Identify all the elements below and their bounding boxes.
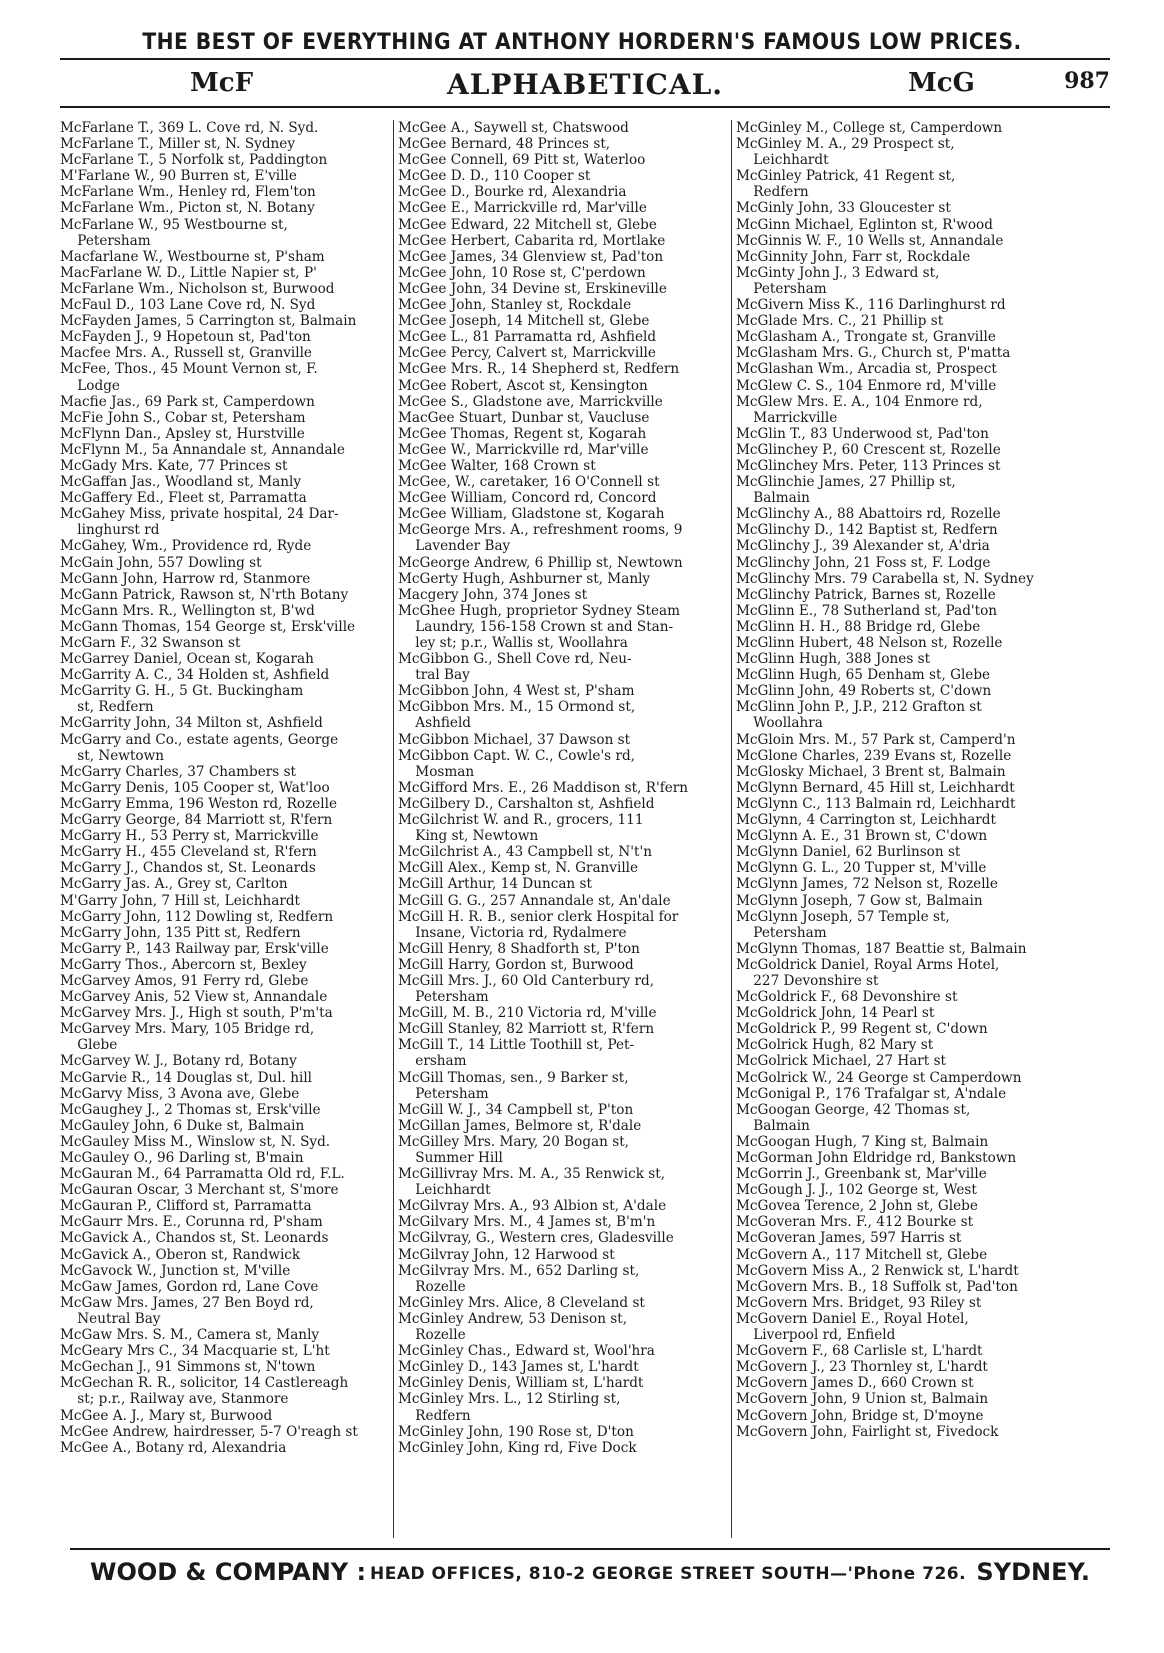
directory-entry: McGlinchy Mrs. 79 Carabella st, N. Sydney [736, 570, 1034, 587]
directory-entry: Macfee Mrs. A., Russell st, Granville [60, 345, 312, 362]
directory-entry: Rozelle [398, 1278, 466, 1295]
directory-entry: McGee Percy, Calvert st, Marrickville [398, 345, 656, 362]
directory-entry: st, Redfern [60, 699, 154, 716]
directory-entry: McGeary Mrs C., 34 Macquarie st, L'ht [60, 1343, 330, 1360]
directory-entry: McGarry George, 84 Marriott st, R'fern [60, 812, 333, 829]
directory-entry: McFarlane T., 5 Norfolk st, Paddington [60, 152, 328, 169]
directory-entry: McGaffery Ed., Fleet st, Parramatta [60, 490, 307, 507]
directory-entry: M'Garry John, 7 Hill st, Leichhardt [60, 892, 300, 909]
directory-entry: Petersham [60, 232, 151, 249]
directory-entry: McGee Andrew, hairdresser, 5-7 O'reagh st [60, 1423, 358, 1440]
directory-entry: McGerty Hugh, Ashburner st, Manly [398, 570, 651, 587]
directory-entry: McGilvray Mrs. M., 652 Darling st, [398, 1262, 640, 1279]
directory-entry: McGauley Miss M., Winslow st, N. Syd. [60, 1133, 331, 1150]
directory-entry: McGlew C. S., 104 Enmore rd, M'ville [736, 377, 997, 394]
directory-entry: McGoldrick Daniel, Royal Arms Hotel, [736, 956, 1000, 973]
directory-entry: McFarlane Wm., Picton st, N. Botany [60, 200, 315, 217]
directory-entry: McGlinn H. H., 88 Bridge rd, Glebe [736, 618, 981, 635]
directory-entry: McGarrity G. H., 5 Gt. Buckingham [60, 683, 304, 700]
directory-entry: tral Bay [398, 667, 470, 684]
directory-entry: McGarry H., 53 Perry st, Marrickville [60, 828, 319, 845]
directory-entry: McFee, Thos., 45 Mount Vernon st, F. [60, 361, 318, 378]
directory-entry: McGlinn Hubert, 48 Nelson st, Rozelle [736, 635, 1003, 651]
directory-entry: Lodge [60, 377, 120, 394]
directory-entry: McGinley John, King rd, Five Dock [398, 1439, 637, 1456]
directory-entry: McGough J. J., 102 George st, West [736, 1182, 977, 1199]
directory-entry: Redfern [398, 1407, 471, 1424]
directory-entry: McGoogan Hugh, 7 King st, Balmain [736, 1133, 989, 1150]
directory-entry: McGarry Thos., Abercorn st, Bexley [60, 956, 307, 973]
directory-entry: McGovern John, Bridge st, D'moyne [736, 1407, 984, 1424]
directory-entry: Laundry, 156-158 Crown st and Stan- [398, 618, 674, 635]
directory-entry: McGlasham Mrs. G., Church st, P'matta [736, 345, 1011, 362]
page-header [60, 68, 1110, 102]
directory-entry: McGolrick W., 24 George st Camperdown [736, 1069, 1022, 1086]
directory-entry: McGaughey J., 2 Thomas st, Ersk'ville [60, 1101, 321, 1118]
directory-entry: MacFarlane W. D., Little Napier st, P' [60, 264, 317, 281]
directory-entry: McGill Stanley, 82 Marriott st, R'fern [398, 1021, 655, 1038]
directory-entry: McGlin T., 83 Underwood st, Pad'ton [736, 425, 989, 442]
directory-entry: McGarvey Mrs. Mary, 105 Bridge rd, [60, 1021, 315, 1038]
directory-entry: McGilvray John, 12 Harwood st [398, 1246, 615, 1263]
directory-entry: McGivern Miss K., 116 Darlinghurst rd [736, 297, 1006, 314]
directory-entry: McGinley Mrs. L., 12 Stirling st, [398, 1391, 621, 1408]
directory-entry: McGauran M., 64 Parramatta Old rd, F.L. [60, 1166, 345, 1183]
directory-entry: McGechan R. R., solicitor, 14 Castlereagh [60, 1375, 349, 1392]
banner-rule [60, 58, 1110, 60]
directory-entry: McGill Thomas, sen., 9 Barker st, [398, 1069, 629, 1086]
directory-entry: McGorrin J., Greenbank st, Mar'ville [736, 1166, 987, 1183]
directory-entry: McGann Thomas, 154 George st, Ersk'ville [60, 618, 356, 635]
directory-entry: McGahey Miss, private hospital, 24 Dar- [60, 506, 339, 523]
directory-entry: McGillivray Mrs. M. A., 35 Renwick st, [398, 1166, 666, 1183]
directory-entry: Leichhardt [398, 1182, 491, 1199]
directory-entry: McGee D., Bourke rd, Alexandria [398, 184, 627, 201]
directory-entry: McGilvary Mrs. M., 4 James st, B'm'n [398, 1214, 656, 1231]
directory-entry: McGolrick Michael, 27 Hart st [736, 1053, 947, 1070]
directory-entry: McGlinchie James, 27 Phillip st, [736, 474, 956, 491]
directory-entry: McGlinchy J., 39 Alexander st, A'dria [736, 538, 990, 555]
directory-entry: McFarlane W., 95 Westbourne st, [60, 216, 288, 233]
directory-entry: McGovern John, Fairlight st, Fivedock [736, 1423, 999, 1440]
directory-entry: McGauran P., Clifford st, Parramatta [60, 1198, 312, 1215]
header-right-guide: McG [908, 68, 975, 98]
directory-entry: McGlinn John P., J.P., 212 Grafton st [736, 699, 982, 716]
header-title: ALPHABETICAL. [446, 68, 724, 101]
directory-entry: McGloin Mrs. M., 57 Park st, Camperd'n [736, 731, 1016, 748]
directory-entry: McGill W. J., 34 Campbell st, P'ton [398, 1101, 634, 1118]
directory-entry: McFaul D., 103 Lane Cove rd, N. Syd [60, 297, 316, 314]
directory-entry: Mosman [398, 763, 475, 780]
directory-entry: MacGee Stuart, Dunbar st, Vaucluse [398, 409, 650, 426]
directory-entry: ley st; p.r., Wallis st, Woollahra [398, 635, 628, 651]
directory-entry: Redfern [736, 184, 809, 201]
directory-entry: McGlynn James, 72 Nelson st, Rozelle [736, 876, 998, 893]
directory-entry: McGibbon G., Shell Cove rd, Neu- [398, 651, 632, 668]
directory-entry: McGann Mrs. R., Wellington st, B'wd [60, 602, 315, 619]
directory-entry: McGilvray, G., Western cres, Gladesville [398, 1230, 674, 1247]
directory-entry: McGovern James D., 660 Crown st [736, 1375, 974, 1392]
directory-entry: McGilvray Mrs. A., 93 Albion st, A'dale [398, 1198, 667, 1215]
advertisement-footer [70, 1558, 1110, 1598]
directory-entry: McGee A. J., Mary st, Burwood [60, 1407, 273, 1424]
directory-entry: McGee Thomas, Regent st, Kogarah [398, 425, 647, 442]
directory-entry: McGlone Charles, 239 Evans st, Rozelle [736, 747, 1012, 764]
directory-entry: McGee E., Marrickville rd, Mar'ville [398, 200, 647, 217]
directory-entry: Liverpool rd, Enfield [736, 1327, 896, 1344]
directory-column-2 [398, 120, 728, 1538]
directory-entry: McGee William, Concord rd, Concord [398, 490, 657, 507]
directory-entry: McGoldrick P., 99 Regent st, C'down [736, 1021, 988, 1038]
directory-entry: McGinley Mrs. Alice, 8 Cleveland st [398, 1294, 645, 1311]
directory-entry: McGinley M., College st, Camperdown [736, 120, 1003, 136]
directory-entry: McGlynn A. E., 31 Brown st, C'down [736, 828, 988, 845]
directory-entry: Marrickville [736, 409, 838, 426]
directory-entry: Leichhardt [736, 152, 829, 169]
directory-entry: McGee Edward, 22 Mitchell st, Glebe [398, 216, 657, 233]
advertisement-banner: THE BEST OF EVERYTHING AT ANTHONY HORDERN'S FAMOUS LOW PRICES. [142, 30, 1022, 55]
directory-entry: McGorman John Eldridge rd, Bankstown [736, 1150, 1017, 1166]
directory-entry: McGlade Mrs. C., 21 Phillip st [736, 313, 944, 330]
directory-entry: McGee John, 10 Rose st, C'perdown [398, 264, 646, 281]
directory-entry: McGarry Jas. A., Grey st, Carlton [60, 876, 288, 893]
directory-entry: McGilchrist W. and R., grocers, 111 [398, 812, 644, 829]
directory-entry: McGauley O., 96 Darling st, B'main [60, 1150, 304, 1166]
directory-entry: 227 Devonshire st [736, 972, 879, 989]
directory-entry: Petersham [736, 924, 827, 941]
footer-address: HEAD OFFICES, 810-2 GEORGE STREET SOUTH—'Phone 726. [370, 1564, 967, 1584]
directory-entry: McGee John, Stanley st, Rockdale [398, 297, 632, 314]
directory-entry: McFayden J., 9 Hopetoun st, Pad'ton [60, 329, 311, 346]
directory-entry: ersham [398, 1053, 467, 1070]
directory-entry: st, Newtown [60, 747, 164, 764]
directory-entry: McGarry and Co., estate agents, George [60, 731, 339, 748]
directory-entry: McGarry Denis, 105 Cooper st, Wat'loo [60, 779, 330, 796]
directory-entry: McGinly John, 33 Gloucester st [736, 200, 951, 217]
header-rule [60, 106, 1110, 108]
directory-entry: McGifford Mrs. E., 26 Maddison st, R'fern [398, 779, 689, 796]
directory-entry: McGovern A., 117 Mitchell st, Glebe [736, 1246, 988, 1263]
directory-entry: McGill Alex., Kemp st, N. Granville [398, 860, 639, 877]
directory-entry: McGinley Patrick, 41 Regent st, [736, 168, 956, 185]
directory-entry: McGarry J., Chandos st, St. Leonards [60, 860, 316, 877]
directory-entry: McGarvie R., 14 Douglas st, Dul. hill [60, 1069, 313, 1086]
directory-entry: McGilchrist A., 43 Campbell st, N't'n [398, 844, 652, 861]
directory-entry: McGill Henry, 8 Shadforth st, P'ton [398, 940, 640, 957]
directory-entry: McGlynn Daniel, 62 Burlinson st [736, 844, 961, 861]
directory-entry: McGinn Michael, Eglinton st, R'wood [736, 216, 993, 233]
directory-entry: McGee A., Saywell st, Chatswood [398, 120, 629, 136]
directory-entry: McFlynn Dan., Apsley st, Hurstville [60, 425, 305, 442]
directory-entry: McGlynn Joseph, 7 Gow st, Balmain [736, 892, 983, 909]
directory-entry: McGoldrick John, 14 Pearl st [736, 1005, 935, 1022]
directory-entry: McGinnity John, Farr st, Rockdale [736, 248, 971, 265]
directory-entry: McGlasham A., Trongate st, Granville [736, 329, 996, 346]
directory-entry: McGovern Mrs. Bridget, 93 Riley st [736, 1294, 982, 1311]
directory-entry: McGoldrick F., 68 Devonshire st [736, 989, 958, 1006]
directory-entry: McGibbon Capt. W. C., Cowle's rd, [398, 747, 635, 764]
directory-entry: McGlynn Thomas, 187 Beattie st, Balmain [736, 940, 1027, 957]
directory-entry: Ashfield [398, 715, 471, 732]
directory-entry: McGonigal P., 176 Trafalgar st, A'ndale [736, 1085, 1007, 1102]
directory-entry: McGill, M. B., 210 Victoria rd, M'ville [398, 1005, 657, 1022]
directory-entry: Macgery John, 374 Jones st [398, 586, 588, 603]
directory-entry: Rozelle [398, 1327, 466, 1344]
directory-entry: McGee, W., caretaker, 16 O'Connell st [398, 474, 660, 491]
directory-entry: McGlinchy John, 21 Foss st, F. Lodge [736, 554, 991, 571]
directory-entry: McGavock W., Junction st, M'ville [60, 1262, 291, 1279]
directory-entry: McGarvey W. J., Botany rd, Botany [60, 1053, 297, 1070]
directory-entry: McGaffan Jas., Woodland st, Manly [60, 474, 302, 491]
directory-entry: McGaw Mrs. S. M., Camera st, Manly [60, 1327, 320, 1344]
directory-entry: King st, Newtown [398, 828, 539, 845]
directory-entry: McGee Herbert, Cabarita rd, Mortlake [398, 232, 666, 249]
directory-entry: McGavick A., Chandos st, St. Leonards [60, 1230, 329, 1247]
directory-entry: McGlashan Wm., Arcadia st, Prospect [736, 361, 997, 378]
directory-entry: McGlinchey P., 60 Crescent st, Rozelle [736, 441, 1001, 458]
directory-entry: McGarvey Anis, 52 View st, Annandale [60, 989, 328, 1006]
directory-entry: McGarry John, 112 Dowling st, Redfern [60, 908, 334, 925]
directory-entry: McGarvy Miss, 3 Avona ave, Glebe [60, 1085, 300, 1102]
directory-entry: McGlynn G. L., 20 Tupper st, M'ville [736, 860, 987, 877]
directory-entry: McGoveran Mrs. F., 412 Bourke st [736, 1214, 974, 1231]
directory-entry: McGibbon Mrs. M., 15 Ormond st, [398, 699, 636, 716]
directory-entry: McGibbon Michael, 37 Dawson st [398, 731, 631, 748]
directory-entry: McGahey, Wm., Providence rd, Ryde [60, 538, 312, 555]
directory-entry: McGill Arthur, 14 Duncan st [398, 876, 592, 893]
directory-entry: McGarry H., 455 Cleveland st, R'fern [60, 844, 317, 861]
column-divider [731, 120, 732, 1538]
directory-entry: McGlinn John, 49 Roberts st, C'down [736, 683, 992, 700]
directory-entry: linghurst rd [60, 522, 160, 539]
directory-entry: McGee D. D., 110 Cooper st [398, 168, 591, 185]
directory-entry: McGarvey Amos, 91 Ferry rd, Glebe [60, 972, 309, 989]
directory-entry: McGlynn Joseph, 57 Temple st, [736, 908, 950, 925]
directory-entry: McGarrey Daniel, Ocean st, Kogarah [60, 651, 314, 668]
directory-entry: McGee Walter, 168 Crown st [398, 457, 596, 474]
directory-entry: Summer Hill [398, 1150, 503, 1166]
directory-entry: McGovea Terence, 2 John st, Glebe [736, 1198, 978, 1215]
directory-entry: McGlynn, 4 Carrington st, Leichhardt [736, 812, 996, 829]
directory-entry: McFayden James, 5 Carrington st, Balmain [60, 313, 357, 330]
directory-entry: McGarry Emma, 196 Weston rd, Rozelle [60, 795, 338, 812]
directory-entry: McGarry John, 135 Pitt st, Redfern [60, 924, 301, 941]
directory-entry: McGarry P., 143 Railway par, Ersk'ville [60, 940, 329, 957]
directory-entry: McGee A., Botany rd, Alexandria [60, 1439, 287, 1456]
directory-entry: McGee Connell, 69 Pitt st, Waterloo [398, 152, 646, 169]
directory-entry: McFarlane Wm., Henley rd, Flem'ton [60, 184, 316, 201]
directory-entry: McGarrity A. C., 34 Holden st, Ashfield [60, 667, 330, 684]
directory-columns [60, 120, 1110, 1538]
directory-entry: McGovern F., 68 Carlisle st, L'hardt [736, 1343, 983, 1360]
footer-rule [70, 1548, 1110, 1550]
directory-entry: McGinley M. A., 29 Prospect st, [736, 136, 955, 153]
directory-entry: McGlosky Michael, 3 Brent st, Balmain [736, 763, 1006, 780]
directory-entry: McGillan James, Belmore st, R'dale [398, 1117, 642, 1134]
directory-entry: McGauran Oscar, 3 Merchant st, S'more [60, 1182, 339, 1199]
directory-entry: Petersham [398, 989, 489, 1006]
directory-entry: McGeorge Andrew, 6 Phillip st, Newtown [398, 554, 683, 571]
directory-entry: McGovern J., 23 Thornley st, L'hardt [736, 1359, 988, 1376]
directory-entry: McGee S., Gladstone ave, Marrickville [398, 393, 663, 410]
directory-entry: McGlynn Bernard, 45 Hill st, Leichhardt [736, 779, 1015, 796]
directory-entry: McGlinchy Patrick, Barnes st, Rozelle [736, 586, 996, 603]
directory-entry: McGlinchy A., 88 Abattoirs rd, Rozelle [736, 506, 1001, 523]
directory-entry: McGinley Denis, William st, L'hardt [398, 1375, 644, 1392]
directory-entry: McGovern Miss A., 2 Renwick st, L'hardt [736, 1262, 1019, 1279]
directory-entry: McGarn F., 32 Swanson st [60, 635, 241, 651]
directory-entry: McGill T., 14 Little Toothill st, Pet- [398, 1037, 635, 1054]
directory-entry: Insane, Victoria rd, Rydalmere [398, 924, 627, 941]
directory-entry: McGee Mrs. R., 14 Shepherd st, Redfern [398, 361, 680, 378]
directory-entry: McGovern John, 9 Union st, Balmain [736, 1391, 989, 1408]
directory-entry: McGann John, Harrow rd, Stanmore [60, 570, 311, 587]
directory-entry: McGee Robert, Ascot st, Kensington [398, 377, 648, 394]
directory-entry: McGinnis W. F., 10 Wells st, Annandale [736, 232, 1004, 249]
directory-entry: McGee Joseph, 14 Mitchell st, Glebe [398, 313, 650, 330]
directory-entry: McGee Bernard, 48 Princes st, [398, 136, 611, 153]
directory-entry: McGee L., 81 Parramatta rd, Ashfield [398, 329, 657, 346]
directory-entry: McGlynn C., 113 Balmain rd, Leichhardt [736, 795, 1016, 812]
directory-entry: McGlinn Hugh, 388 Jones st [736, 651, 931, 668]
directory-entry: Lavender Bay [398, 538, 511, 555]
directory-entry: McGlinchy D., 142 Baptist st, Redfern [736, 522, 998, 539]
directory-entry: McGavick A., Oberon st, Randwick [60, 1246, 301, 1263]
directory-entry: Petersham [398, 1085, 489, 1102]
directory-entry: McGain John, 557 Dowling st [60, 554, 262, 571]
directory-entry: McGechan J., 91 Simmons st, N'town [60, 1359, 316, 1376]
directory-entry: M'Farlane W., 90 Burren st, E'ville [60, 168, 297, 185]
directory-entry: Balmain [736, 490, 810, 507]
directory-entry: McFlynn M., 5a Annandale st, Annandale [60, 441, 345, 458]
page-number: 987 [1064, 68, 1110, 94]
directory-entry: McGovern Daniel E., Royal Hotel, [736, 1310, 969, 1327]
directory-entry: McGhee Hugh, proprietor Sydney Steam [398, 602, 681, 619]
header-left-guide: McF [190, 68, 254, 98]
directory-entry: McGauley John, 6 Duke st, Balmain [60, 1117, 305, 1134]
directory-entry: McFarlane T., Miller st, N. Sydney [60, 136, 295, 153]
directory-entry: McGill H. R. B., senior clerk Hospital for [398, 908, 679, 925]
directory-entry: McGill G. G., 257 Annandale st, An'dale [398, 892, 671, 909]
directory-entry: McGill Harry, Gordon st, Burwood [398, 956, 634, 973]
directory-entry: McGovern Mrs. B., 18 Suffolk st, Pad'ton [736, 1278, 1018, 1295]
directory-entry: Macfie Jas., 69 Park st, Camperdown [60, 393, 315, 410]
column-divider [393, 120, 394, 1538]
directory-entry: McGarry Charles, 37 Chambers st [60, 763, 297, 780]
directory-entry: McGee William, Gladstone st, Kogarah [398, 506, 665, 523]
directory-entry: McGady Mrs. Kate, 77 Princes st [60, 457, 288, 474]
directory-entry: McGill Mrs. J., 60 Old Canterbury rd, [398, 972, 655, 989]
directory-entry: McFarlane T., 369 L. Cove rd, N. Syd. [60, 120, 319, 136]
directory-entry: Woollahra [736, 715, 823, 732]
directory-entry: Glebe [60, 1037, 118, 1054]
directory-entry: McGee W., Marrickville rd, Mar'ville [398, 441, 649, 458]
directory-entry: McGinley John, 190 Rose st, D'ton [398, 1423, 634, 1440]
directory-entry: McFarlane Wm., Nicholson st, Burwood [60, 280, 335, 297]
directory-entry: Balmain [736, 1117, 810, 1134]
directory-entry: McGlew Mrs. E. A., 104 Enmore rd, [736, 393, 983, 410]
directory-entry: McGee James, 34 Glenview st, Pad'ton [398, 248, 664, 265]
directory-entry: st; p.r., Railway ave, Stanmore [60, 1391, 289, 1408]
directory-entry: McGlinchey Mrs. Peter, 113 Princes st [736, 457, 1001, 474]
directory-entry: McGaurr Mrs. E., Corunna rd, P'sham [60, 1214, 323, 1231]
directory-entry: McGee John, 34 Devine st, Erskineville [398, 280, 667, 297]
directory-entry: McGibbon John, 4 West st, P'sham [398, 683, 635, 700]
directory-entry: Neutral Bay [60, 1310, 161, 1327]
directory-entry: McGinty John J., 3 Edward st, [736, 264, 940, 281]
directory-entry: McGlinn E., 78 Sutherland st, Pad'ton [736, 602, 998, 619]
directory-entry: McGinley Andrew, 53 Denison st, [398, 1310, 628, 1327]
directory-entry: McGinley Chas., Edward st, Wool'hra [398, 1343, 655, 1360]
directory-entry: McGilley Mrs. Mary, 20 Bogan st, [398, 1133, 629, 1150]
directory-entry: McGann Patrick, Rawson st, N'rth Botany [60, 586, 349, 603]
footer-city: SYDNEY. [976, 1558, 1090, 1586]
directory-column-3 [736, 120, 1066, 1538]
directory-column-1 [60, 120, 390, 1538]
directory-entry: McGeorge Mrs. A., refreshment rooms, 9 [398, 522, 683, 539]
directory-entry: McGarrity John, 34 Milton st, Ashfield [60, 715, 323, 732]
directory-entry: Petersham [736, 280, 827, 297]
directory-entry: McGolrick Hugh, 82 Mary st [736, 1037, 934, 1054]
directory-entry: McGarvey Mrs. J., High st south, P'm'ta [60, 1005, 333, 1022]
directory-entry: McGlinn Hugh, 65 Denham st, Glebe [736, 667, 991, 684]
directory-entry: McGoveran James, 597 Harris st [736, 1230, 962, 1247]
footer-company: WOOD & COMPANY : [90, 1558, 367, 1586]
directory-entry: McGilbery D., Carshalton st, Ashfield [398, 795, 655, 812]
directory-entry: McGinley D., 143 James st, L'hardt [398, 1359, 639, 1376]
directory-entry: McFie John S., Cobar st, Petersham [60, 409, 306, 426]
directory-entry: McGaw James, Gordon rd, Lane Cove [60, 1278, 319, 1295]
directory-entry: Macfarlane W., Westbourne st, P'sham [60, 248, 325, 265]
directory-entry: McGoogan George, 42 Thomas st, [736, 1101, 971, 1118]
directory-entry: McGaw Mrs. James, 27 Ben Boyd rd, [60, 1294, 314, 1311]
